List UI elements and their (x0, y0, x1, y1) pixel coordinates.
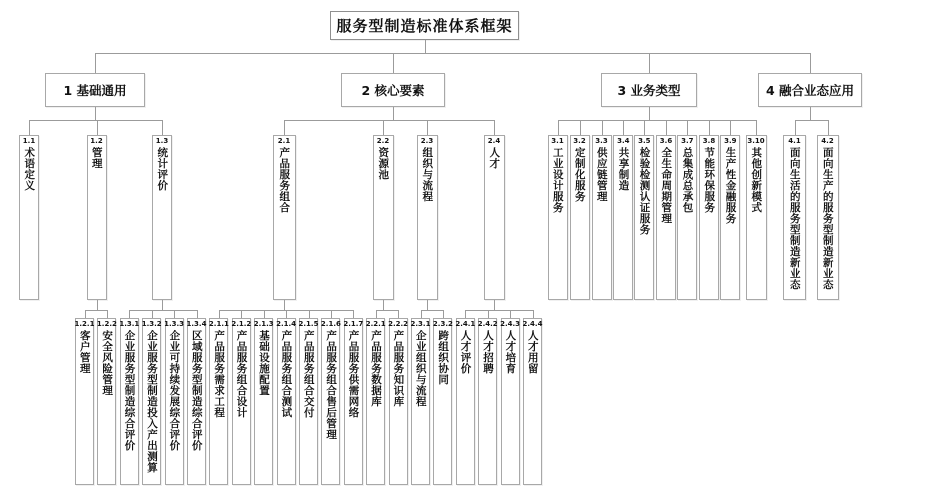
node-label: 产品服务组合设计 (235, 329, 248, 418)
node-label: 产品服务组合售后管理 (325, 329, 338, 440)
group-1.3-drop (152, 310, 153, 318)
node-label: 共享制造 (617, 146, 630, 191)
node-number: 2.1.7 (343, 320, 364, 328)
node-number: 4.2 (821, 137, 834, 145)
group-1.3-drop (129, 310, 130, 318)
node-label: 产品服务数据库 (369, 329, 382, 407)
node-box-2.2.1 (366, 318, 385, 485)
group-3-bus (558, 120, 758, 121)
node-box-3.4 (613, 135, 633, 300)
node-label: 产品服务知识库 (392, 329, 405, 407)
node-label: 定制化服务 (573, 146, 586, 202)
node-label: 区域服务型制造综合评价 (190, 329, 203, 451)
group-2.1-drop (241, 310, 242, 318)
node-box-2.3.2 (433, 318, 452, 485)
node-box-4 (758, 73, 862, 107)
node-number: 3.2 (573, 137, 586, 145)
node-box-2.1.5 (299, 318, 318, 485)
node-number: 2.3 (420, 137, 434, 145)
node-box-2.1.7 (344, 318, 363, 485)
chart-title-box (330, 11, 519, 40)
node-label: 2 核心要素 (361, 83, 425, 98)
node-number: 2.4.4 (522, 320, 543, 328)
node-label: 检验检测认证服务 (638, 146, 651, 235)
group-2.4-drop (465, 310, 466, 318)
node-number: 1.3.1 (119, 320, 140, 328)
node-box-3.6 (656, 135, 676, 300)
node-box-2.4.3 (501, 318, 520, 485)
group-1.3-drop (174, 310, 175, 318)
node-box-1 (45, 73, 145, 107)
root-drop (810, 53, 811, 73)
node-label: 1 基础通用 (63, 83, 127, 98)
node-number: 2.1.4 (276, 320, 297, 328)
group-4-drop (828, 120, 829, 135)
node-label: 其他创新模式 (750, 146, 763, 213)
node-number: 2.4.2 (477, 320, 498, 328)
group-2.1-drop (309, 310, 310, 318)
node-label: 人才培育 (504, 329, 517, 374)
node-number: 2.4 (487, 137, 501, 145)
node-box-3.2 (570, 135, 590, 300)
node-label: 安全风险管理 (101, 329, 114, 396)
group-3-drop (730, 120, 731, 135)
node-box-3.9 (720, 135, 740, 300)
group-1.2-bus (85, 310, 108, 311)
node-label: 供应链管理 (595, 146, 608, 202)
node-label: 节能环保服务 (703, 146, 716, 213)
node-label: 人才 (488, 146, 501, 169)
node-label: 产品服务组合交付 (302, 329, 315, 418)
group-3-stem (649, 107, 650, 120)
group-1.3-stem (162, 300, 163, 310)
node-label: 统计评价 (156, 146, 169, 191)
node-box-3.10 (746, 135, 767, 300)
node-number: 3.1 (551, 137, 564, 145)
node-number: 2.3.2 (432, 320, 453, 328)
node-number: 2.1.1 (208, 320, 229, 328)
group-4-stem (810, 107, 811, 120)
node-box-2.3.1 (411, 318, 430, 485)
node-label: 资源池 (377, 146, 390, 180)
group-3-drop (623, 120, 624, 135)
node-box-2.4.4 (523, 318, 542, 485)
node-box-1.2 (87, 135, 107, 300)
node-box-3.1 (548, 135, 568, 300)
node-label: 全生命周期管理 (660, 146, 673, 224)
group-3-drop (666, 120, 667, 135)
node-label: 企业组织与流程 (414, 329, 427, 407)
node-box-2.4.1 (456, 318, 475, 485)
group-2.3-stem (427, 300, 428, 310)
group-2.1-stem (284, 300, 285, 310)
group-4-bus (795, 120, 829, 121)
node-label: 产品服务组合 (278, 146, 291, 213)
node-number: 3.9 (724, 137, 737, 145)
group-2-drop (284, 120, 285, 135)
node-number: 1.3.3 (164, 320, 185, 328)
node-label: 生产性金融服务 (724, 146, 737, 224)
node-label: 企业服务型制造投入产出测算 (145, 329, 158, 473)
node-box-2.1 (273, 135, 296, 300)
node-label: 人才用留 (526, 329, 539, 374)
group-3-drop (580, 120, 581, 135)
chart-title: 服务型制造标准体系框架 (336, 17, 513, 35)
root-bus (95, 53, 811, 54)
group-2-bus (284, 120, 495, 121)
group-1-drop (162, 120, 163, 135)
node-box-1.1 (19, 135, 39, 300)
group-2.2-drop (398, 310, 399, 318)
node-label: 面向生产的服务型制造新业态 (821, 146, 834, 290)
group-2.4-drop (488, 310, 489, 318)
node-number: 1.3 (155, 137, 169, 145)
group-2.3-bus (421, 310, 444, 311)
root-drop (393, 53, 394, 73)
group-2-stem (393, 107, 394, 120)
node-label: 工业设计服务 (551, 146, 564, 213)
node-label: 跨组织协同 (437, 329, 450, 385)
node-number: 1.3.4 (186, 320, 207, 328)
node-box-2.4.2 (478, 318, 497, 485)
group-3-drop (687, 120, 688, 135)
node-number: 2.1 (277, 137, 291, 145)
node-box-1.3 (152, 135, 172, 300)
node-label: 客户管理 (78, 329, 91, 374)
node-box-3.5 (634, 135, 654, 300)
node-number: 3.4 (617, 137, 630, 145)
node-box-2.1.2 (232, 318, 251, 485)
group-2.3-drop (443, 310, 444, 318)
node-number: 3.7 (681, 137, 694, 145)
node-box-2.2 (373, 135, 394, 300)
group-1-drop (97, 120, 98, 135)
group-4-drop (795, 120, 796, 135)
group-2.1-drop (219, 310, 220, 318)
node-number: 3.5 (638, 137, 651, 145)
group-1.3-bus (129, 310, 197, 311)
group-2.1-drop (331, 310, 332, 318)
node-number: 3.8 (702, 137, 716, 145)
root-drop (95, 53, 96, 73)
node-number: 3.6 (659, 137, 673, 145)
node-box-3.8 (699, 135, 719, 300)
group-2-drop (383, 120, 384, 135)
group-2.4-stem (494, 300, 495, 310)
node-label: 企业服务型制造综合评价 (123, 329, 136, 451)
node-number: 1.2.1 (74, 320, 95, 328)
group-2-drop (427, 120, 428, 135)
node-number: 2.2.1 (365, 320, 386, 328)
group-2.2-drop (376, 310, 377, 318)
node-box-2 (341, 73, 445, 107)
node-box-2.1.6 (321, 318, 340, 485)
node-label: 产品服务供需网络 (347, 329, 360, 418)
node-box-1.2.2 (97, 318, 116, 485)
node-box-2.3 (417, 135, 438, 300)
node-number: 1.2 (90, 137, 103, 145)
node-box-3.3 (592, 135, 612, 300)
group-3-drop (709, 120, 710, 135)
node-number: 2.1.2 (231, 320, 252, 328)
root-drop (649, 53, 650, 73)
node-box-2.2.2 (389, 318, 408, 485)
node-number: 2.4.3 (500, 320, 521, 328)
node-box-4.1 (783, 135, 806, 300)
group-1-stem (95, 107, 96, 120)
group-3-drop (558, 120, 559, 135)
node-number: 4.1 (788, 137, 801, 145)
group-3-drop (644, 120, 645, 135)
node-box-2.1.4 (277, 318, 296, 485)
node-number: 2.4.1 (455, 320, 476, 328)
node-box-1.3.3 (165, 318, 184, 485)
node-box-3.7 (677, 135, 697, 300)
node-box-1.2.1 (75, 318, 94, 485)
node-number: 1.2.2 (96, 320, 117, 328)
group-2-drop (494, 120, 495, 135)
node-label: 产品服务组合测试 (280, 329, 293, 418)
node-label: 基础设施配置 (257, 329, 270, 396)
group-1.2-drop (107, 310, 108, 318)
node-number: 3.3 (595, 137, 608, 145)
group-2.1-drop (353, 310, 354, 318)
node-label: 企业可持续发展综合评价 (168, 329, 181, 451)
node-label: 总集成总承包 (681, 146, 694, 213)
node-label: 3 业务类型 (617, 83, 681, 98)
node-box-1.3.1 (120, 318, 139, 485)
group-2.3-drop (421, 310, 422, 318)
group-1.2-stem (97, 300, 98, 310)
node-number: 2.2.2 (388, 320, 409, 328)
group-2.4-drop (510, 310, 511, 318)
node-number: 2.1.3 (253, 320, 274, 328)
node-label: 术语定义 (23, 146, 36, 191)
node-box-2.4 (484, 135, 505, 300)
group-3-drop (602, 120, 603, 135)
node-label: 面向生活的服务型制造新业态 (788, 146, 801, 290)
group-2.2-bus (376, 310, 399, 311)
node-number: 2.2 (376, 137, 390, 145)
node-box-4.2 (817, 135, 839, 300)
node-number: 2.3.1 (410, 320, 431, 328)
group-2.2-stem (383, 300, 384, 310)
node-box-1.3.2 (142, 318, 161, 485)
group-2.4-bus (465, 310, 533, 311)
node-number: 1.1 (22, 137, 36, 145)
node-label: 管理 (90, 146, 103, 169)
node-number: 3.10 (747, 137, 765, 145)
node-label: 组织与流程 (421, 146, 434, 202)
node-box-3 (601, 73, 697, 107)
node-number: 2.1.6 (320, 320, 341, 328)
node-label: 人才招聘 (481, 329, 494, 374)
group-1.2-drop (85, 310, 86, 318)
group-1.3-drop (197, 310, 198, 318)
group-1-drop (29, 120, 30, 135)
node-label: 产品服务需求工程 (213, 329, 226, 418)
node-label: 人才评价 (459, 329, 472, 374)
group-2.4-drop (533, 310, 534, 318)
node-label: 4 融合业态应用 (765, 83, 855, 98)
group-2.1-drop (264, 310, 265, 318)
node-box-1.3.4 (187, 318, 206, 485)
node-number: 1.3.2 (141, 320, 162, 328)
node-box-2.1.1 (209, 318, 228, 485)
group-2.1-drop (286, 310, 287, 318)
group-3-drop (756, 120, 757, 135)
root-stem (425, 40, 426, 53)
node-box-2.1.3 (254, 318, 273, 485)
node-number: 2.1.5 (298, 320, 319, 328)
